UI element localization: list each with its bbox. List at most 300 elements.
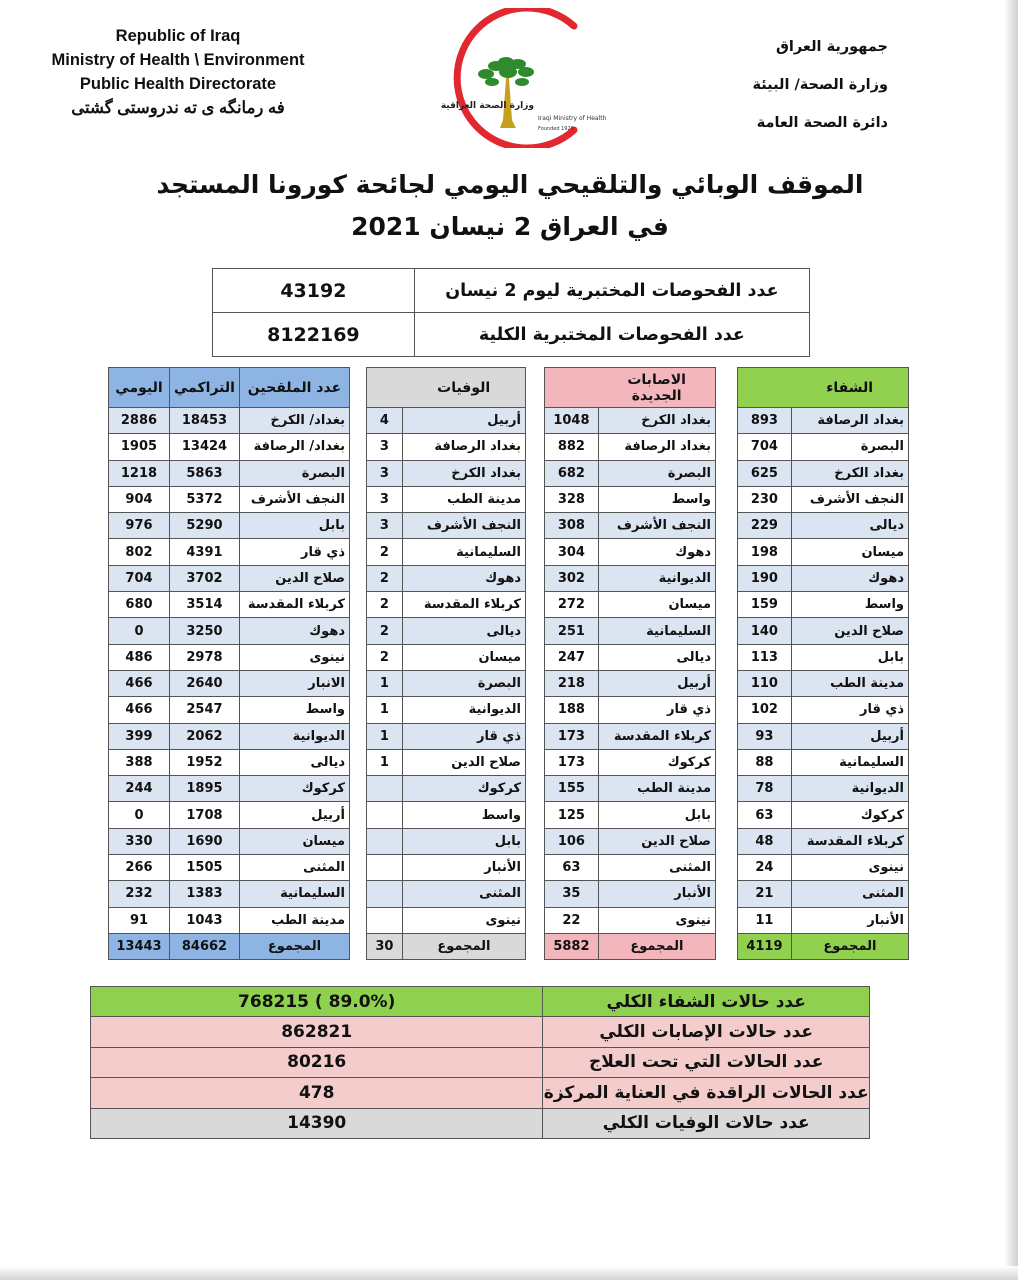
row-daily: 1905 [109,434,170,460]
lab-tests-table [212,268,810,357]
table-row [738,670,909,696]
row-value: 11 [738,907,792,933]
table-row [738,565,909,591]
table-row [738,592,909,618]
row-value: 2 [367,644,403,670]
row-name: النجف الأشرف [239,486,349,512]
table-header-row [109,368,350,408]
table-row [738,539,909,565]
table-row [367,749,526,775]
row-value: 21 [738,881,792,907]
row-name: بغداد الكرخ [402,460,525,486]
row-daily: 904 [109,486,170,512]
row-value: 198 [738,539,792,565]
row-name: البصرة [598,460,715,486]
row-value: 188 [545,697,599,723]
row-name: ديالى [402,618,525,644]
row-value: 882 [545,434,599,460]
table-row [738,776,909,802]
table-row [545,460,716,486]
total-value: 4119 [738,933,792,959]
row-name: البصرة [402,670,525,696]
row-cumulative: 5372 [169,486,239,512]
row-daily: 388 [109,749,170,775]
table-row [367,565,526,591]
row-daily: 802 [109,539,170,565]
row-name: البصرة [791,434,908,460]
summary-value: 80216 [91,1047,543,1077]
row-value: 704 [738,434,792,460]
row-value: 48 [738,828,792,854]
row-name: بغداد الرصافة [402,434,525,460]
logo-text-ar: وزارة الصحة العراقية [440,101,534,111]
row-name: واسط [791,592,908,618]
table-row [367,539,526,565]
summary-row [91,1047,870,1077]
row-value: 88 [738,749,792,775]
header-ar-line-1: جمهورية العراق [775,39,888,55]
row-name: بغداد الرصافة [598,434,715,460]
row-value: 63 [545,855,599,881]
row-daily: 466 [109,697,170,723]
header-spacer [738,368,792,408]
table-row [545,565,716,591]
row-value: 4 [367,408,403,434]
table-row [545,539,716,565]
row-value: 625 [738,460,792,486]
table-row [545,697,716,723]
page-title: الموقف الوبائي والتلقيحي اليومي لجائحة كورونا المستجد [156,170,864,199]
row-name: دهوك [791,565,908,591]
row-value: 106 [545,828,599,854]
table-row [545,592,716,618]
row-name: واسط [239,697,349,723]
row-name: بغداد الرصافة [791,408,908,434]
row-name: المثنى [598,855,715,881]
row-cumulative: 13424 [169,434,239,460]
row-value: 190 [738,565,792,591]
row-daily: 976 [109,513,170,539]
logo-text-en: Iraqi Ministry of Health [538,115,607,122]
row-value [367,776,403,802]
row-value: 173 [545,749,599,775]
row-name: الأنبار [791,907,908,933]
table-header-row [545,368,716,408]
total-label: المجموع [598,933,715,959]
total-daily: 13443 [109,933,170,959]
row-daily: 680 [109,592,170,618]
row-value: 125 [545,802,599,828]
table-row [545,513,716,539]
tests-daily-value: 43192 [213,269,415,313]
summary-row [91,1108,870,1138]
table-row [367,881,526,907]
row-value: 272 [545,592,599,618]
summary-label: عدد الحالات الراقدة في العناية المركزة [543,1078,870,1108]
summary-row [91,1078,870,1108]
table-row [109,670,350,696]
tests-total-value: 8122169 [213,313,415,357]
table-row [738,855,909,881]
row-name: مدينة الطب [598,776,715,802]
table-row [109,539,350,565]
table-row [367,855,526,881]
row-value: 102 [738,697,792,723]
row-name: ذي قار [791,697,908,723]
row-cumulative: 1952 [169,749,239,775]
deaths-table [366,367,526,960]
row-cumulative: 3514 [169,592,239,618]
row-value: 2 [367,618,403,644]
row-daily: 466 [109,670,170,696]
table-total-row [545,933,716,959]
table-row [109,907,350,933]
row-name: كربلاء المقدسة [598,723,715,749]
total-value: 30 [367,933,403,959]
row-name: ميسان [402,644,525,670]
row-value: 304 [545,539,599,565]
table-row [738,907,909,933]
table-row [109,881,350,907]
row-value [367,881,403,907]
row-name: بابل [598,802,715,828]
row-name: واسط [402,802,525,828]
summary-row [91,1017,870,1047]
table-row [367,723,526,749]
table-row [109,697,350,723]
new-cases-header: الاصابات الجديدة [598,368,715,408]
row-value: 2 [367,565,403,591]
row-name: الديوانية [239,723,349,749]
header-english [38,24,318,120]
row-name: ديالى [791,513,908,539]
table-row [109,513,350,539]
row-name: صلاح الدين [598,828,715,854]
row-value: 218 [545,670,599,696]
row-cumulative: 2978 [169,644,239,670]
deaths-header: الوفيات [402,368,525,408]
summary-label: عدد الحالات التي تحت العلاج [543,1047,870,1077]
table-row [545,855,716,881]
vaccine-header-daily: اليومي [109,368,170,408]
summary-label: عدد حالات الوفيات الكلي [543,1108,870,1138]
row-value: 308 [545,513,599,539]
table-row [367,828,526,854]
row-daily: 330 [109,828,170,854]
row-cumulative: 2640 [169,670,239,696]
row-name: نينوى [791,855,908,881]
row-name: الانبار [239,670,349,696]
header-ar-line-2: وزارة الصحة/ البيئة [752,77,888,93]
row-value: 140 [738,618,792,644]
row-name: البصرة [239,460,349,486]
row-name: بابل [791,644,908,670]
summary-label: عدد حالات الإصابات الكلي [543,1017,870,1047]
table-row [367,460,526,486]
row-value: 251 [545,618,599,644]
tests-daily-label: عدد الفحوصات المختبرية ليوم 2 نيسان [414,269,809,313]
row-name: مدينة الطب [402,486,525,512]
header-ar-line-3: دائرة الصحة العامة [756,115,888,131]
row-name: المثنى [239,855,349,881]
table-row [367,697,526,723]
row-name: بغداد الكرخ [791,460,908,486]
row-cumulative: 1505 [169,855,239,881]
row-daily: 399 [109,723,170,749]
table-row [545,776,716,802]
table-row [109,749,350,775]
vaccine-header-name: عدد الملقحين [239,368,349,408]
table-row [545,881,716,907]
table-row [109,618,350,644]
row-name: ذي قار [402,723,525,749]
table-row [367,644,526,670]
row-value: 78 [738,776,792,802]
row-name: أربيل [598,670,715,696]
row-cumulative: 1895 [169,776,239,802]
row-name: السليمانية [791,749,908,775]
row-name: الأنبار [598,881,715,907]
row-name: كركوك [402,776,525,802]
recovered-header: الشفاء [791,368,908,408]
table-row [367,776,526,802]
row-value: 1 [367,670,403,696]
row-name: صلاح الدين [402,749,525,775]
table-row [738,408,909,434]
row-value: 93 [738,723,792,749]
row-value: 24 [738,855,792,881]
table-row [738,434,909,460]
table-row [367,802,526,828]
row-daily: 0 [109,802,170,828]
table-row [738,460,909,486]
row-value: 3 [367,513,403,539]
row-value: 155 [545,776,599,802]
row-name: الديوانية [791,776,908,802]
table-header-row [738,368,909,408]
table-row [213,313,810,357]
row-value: 3 [367,434,403,460]
total-label: المجموع [402,933,525,959]
row-name: صلاح الدين [239,565,349,591]
row-daily: 244 [109,776,170,802]
table-row [545,644,716,670]
header-arabic [698,28,888,142]
row-name: المثنى [791,881,908,907]
table-row [367,618,526,644]
row-name: كربلاء المقدسة [791,828,908,854]
table-row [545,802,716,828]
row-cumulative: 1043 [169,907,239,933]
row-value: 328 [545,486,599,512]
table-row [109,644,350,670]
table-row [545,408,716,434]
new-cases-table [544,367,716,960]
row-daily: 2886 [109,408,170,434]
row-name: كربلاء المقدسة [402,592,525,618]
total-value: 5882 [545,933,599,959]
row-name: نينوى [598,907,715,933]
row-name: أربيل [791,723,908,749]
row-name: النجف الأشرف [791,486,908,512]
total-label: المجموع [791,933,908,959]
table-row [738,513,909,539]
table-row [738,697,909,723]
row-cumulative: 2062 [169,723,239,749]
row-daily: 91 [109,907,170,933]
table-row [213,269,810,313]
row-daily: 232 [109,881,170,907]
table-total-row [367,933,526,959]
summary-table [90,986,870,1139]
row-name: أربيل [402,408,525,434]
row-value: 247 [545,644,599,670]
row-name: السليمانية [239,881,349,907]
row-cumulative: 5863 [169,460,239,486]
total-label: المجموع [239,933,349,959]
row-value: 1 [367,697,403,723]
table-row [738,881,909,907]
row-value: 1 [367,723,403,749]
table-row [545,828,716,854]
row-value: 22 [545,907,599,933]
row-value: 1048 [545,408,599,434]
row-daily: 0 [109,618,170,644]
row-value [367,855,403,881]
row-name: صلاح الدين [791,618,908,644]
summary-value: 478 [91,1078,543,1108]
table-row [109,723,350,749]
vaccine-header-cumulative: التراكمي [169,368,239,408]
table-row [738,486,909,512]
logo-founded: Founded 1920 [538,126,574,132]
row-cumulative: 1708 [169,802,239,828]
page-edge-shadow [1004,0,1018,1280]
row-name: مدينة الطب [239,907,349,933]
row-name: دهوك [598,539,715,565]
row-name: بابل [239,513,349,539]
table-row [109,408,350,434]
table-row [367,592,526,618]
ministry-logo [424,8,624,148]
table-row [109,592,350,618]
summary-label: عدد حالات الشفاء الكلي [543,987,870,1017]
table-row [738,802,909,828]
row-value: 173 [545,723,599,749]
row-daily: 486 [109,644,170,670]
row-name: أربيل [239,802,349,828]
table-row [109,486,350,512]
row-value: 63 [738,802,792,828]
table-row [367,434,526,460]
row-name: نينوى [239,644,349,670]
row-cumulative: 3250 [169,618,239,644]
table-row [109,828,350,854]
table-row [367,907,526,933]
table-row [545,486,716,512]
row-name: النجف الأشرف [598,513,715,539]
table-row [738,749,909,775]
total-cumulative: 84662 [169,933,239,959]
row-name: ميسان [598,592,715,618]
row-value: 230 [738,486,792,512]
table-row [109,855,350,881]
row-name: كربلاء المقدسة [239,592,349,618]
row-name: دهوك [239,618,349,644]
table-row [109,776,350,802]
row-cumulative: 4391 [169,539,239,565]
table-row [109,802,350,828]
row-value: 302 [545,565,599,591]
row-name: السليمانية [402,539,525,565]
table-row [367,670,526,696]
row-value: 1 [367,749,403,775]
table-row [367,408,526,434]
row-daily: 704 [109,565,170,591]
table-row [109,460,350,486]
row-name: بغداد الكرخ [598,408,715,434]
recovered-table [737,367,909,960]
row-cumulative: 5290 [169,513,239,539]
table-row [545,670,716,696]
vaccinated-table [108,367,350,960]
row-name: الأنبار [402,855,525,881]
row-name: بابل [402,828,525,854]
row-value: 159 [738,592,792,618]
row-value: 113 [738,644,792,670]
row-name: بغداد/ الرصافة [239,434,349,460]
table-row [545,907,716,933]
table-row [109,565,350,591]
row-value [367,828,403,854]
row-daily: 1218 [109,460,170,486]
row-value: 893 [738,408,792,434]
summary-value: 14390 [91,1108,543,1138]
header-en-line-4: فه رمانگه ى ته ندروستى گشتى [71,99,285,117]
row-cumulative: 2547 [169,697,239,723]
row-value: 3 [367,460,403,486]
table-row [738,723,909,749]
header-en-line-3: Public Health Directorate [79,75,277,93]
row-name: ذي قار [239,539,349,565]
row-name: ميسان [791,539,908,565]
table-row [545,434,716,460]
summary-value: 768215 ( 89.0%) [91,987,543,1017]
tests-total-label: عدد الفحوصات المختبرية الكلية [414,313,809,357]
page-edge-shadow [0,1266,1018,1280]
summary-value: 862821 [91,1017,543,1047]
row-value [367,907,403,933]
table-row [109,434,350,460]
row-cumulative: 1690 [169,828,239,854]
row-name: كركوك [791,802,908,828]
row-name: كركوك [239,776,349,802]
row-name: كركوك [598,749,715,775]
row-cumulative: 3702 [169,565,239,591]
row-name: واسط [598,486,715,512]
row-value: 682 [545,460,599,486]
row-value: 229 [738,513,792,539]
row-name: بغداد/ الكرخ [239,408,349,434]
row-name: الديوانية [598,565,715,591]
row-name: مدينة الطب [791,670,908,696]
row-name: ديالى [239,749,349,775]
table-row [367,513,526,539]
table-row [738,618,909,644]
row-name: المثنى [402,881,525,907]
row-value: 110 [738,670,792,696]
row-name: ميسان [239,828,349,854]
